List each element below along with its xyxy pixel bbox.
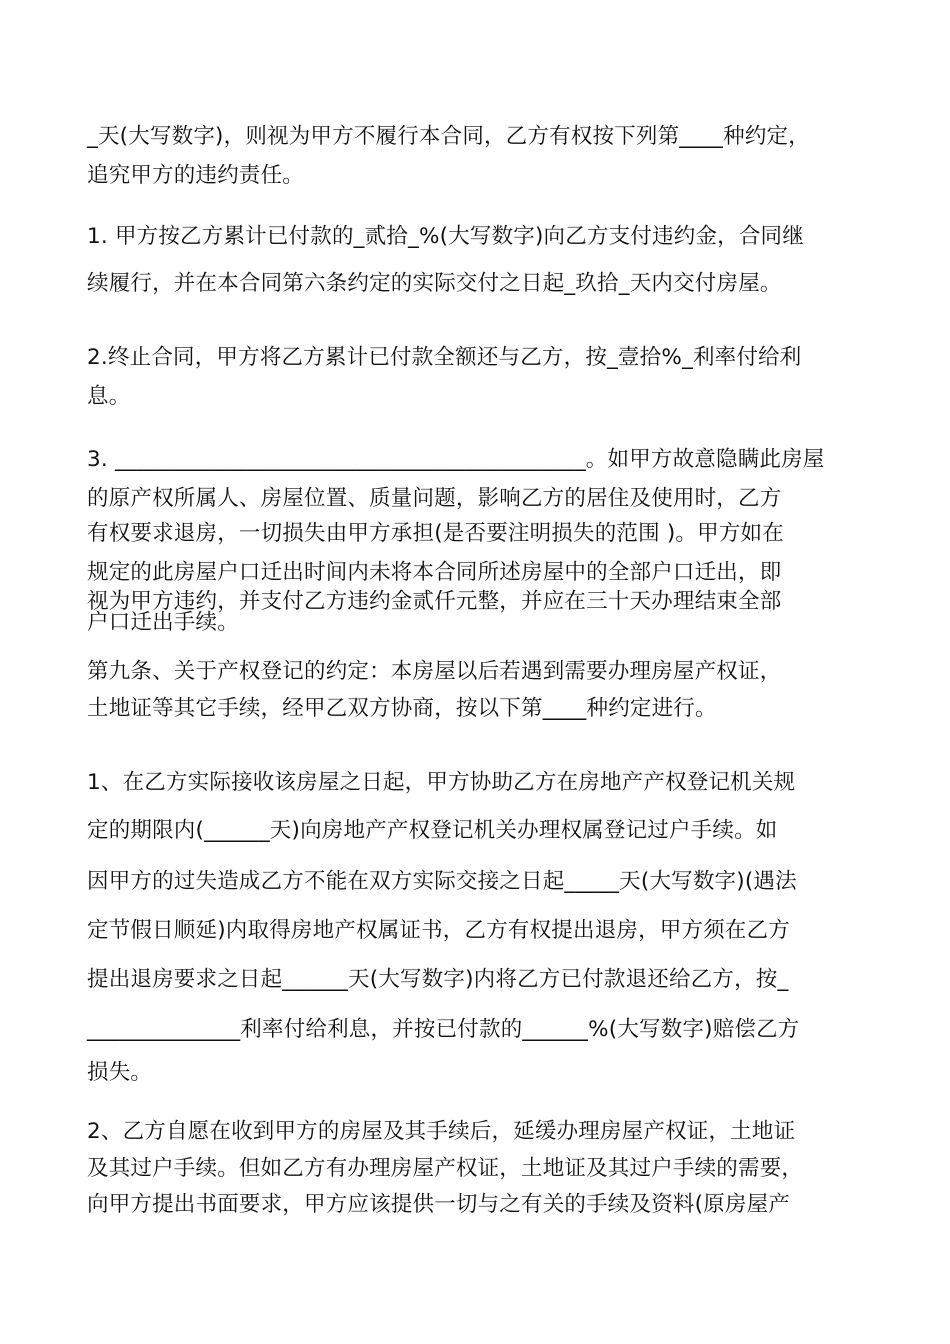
item-1-line-3: 因甲方的过失造成乙方不能在双方实际交接之日起_____天(大写数字)(遇法 (87, 869, 797, 894)
item-1-line-4: 定节假日顺延)内取得房地产权属证书，乙方有权提出退房，甲方须在乙方 (87, 918, 790, 943)
option-3-line-4: 规定的此房屋户口迁出时间内未将本合同所述房屋中的全部户口迁出，即 (87, 560, 782, 585)
item-2-line-1: 2、乙方自愿在收到甲方的房屋及其手续后，延缓办理房屋产权证，土地证 (87, 1119, 796, 1144)
option-1-line-2: 续履行，并在本合同第六条约定的实际交付之日起_玖拾_天内交付房屋。 (87, 271, 782, 296)
option-3-line-1: 3. ___________________________________________。如甲方故意隐瞒此房屋 (87, 447, 825, 472)
option-3-line-2: 的原产权所属人、房屋位置、质量问题，影响乙方的居住及使用时，乙方 (87, 486, 782, 511)
item-1-line-2: 定的期限内(______天)向房地产产权登记机关办理权属登记过户手续。如 (87, 818, 778, 843)
item-1-line-5: 提出退房要求之日起______天(大写数字)内将乙方已付款退还给乙方，按_ (87, 967, 789, 992)
item-1-line-1: 1、在乙方实际接收该房屋之日起，甲方协助乙方在房地产产权登记机关规 (87, 770, 796, 795)
option-2-line-2: 息。 (87, 384, 131, 409)
item-2-line-2: 及其过户手续。但如乙方有办理房屋产权证，土地证及其过户手续的需要， (87, 1156, 804, 1181)
option-3-line-6: 户口迁出手续。 (87, 610, 239, 635)
item-2-line-3: 向甲方提出书面要求，甲方应该提供一切与之有关的手续及资料(原房屋产 (87, 1192, 790, 1217)
option-1-line-1: 1. 甲方按乙方累计已付款的_贰拾_%(大写数字)向乙方支付违约金，合同继 (87, 224, 804, 249)
option-3-line-3: 有权要求退房，一切损失由甲方承担(是否要注明损失的范围 )。甲方如在 (87, 521, 784, 546)
article-9-line-2: 土地证等其它手续，经甲乙双方协商，按以下第____种约定进行。 (87, 696, 717, 721)
item-1-line-6: ______________利率付给利息，并按已付款的______%(大写数字)赔偿乙方 (87, 1017, 800, 1042)
item-1-line-7: 损失。 (87, 1060, 153, 1085)
intro-line-2: 追究甲方的违约责任。 (87, 163, 305, 188)
intro-line-1: _天(大写数字)，则视为甲方不履行本合同，乙方有权按下列第____种约定， (87, 124, 810, 149)
option-2-line-1: 2.终止合同，甲方将乙方累计已付款全额还与乙方，按_壹拾%_利率付给利 (87, 345, 802, 370)
option-3-line-5: 视为甲方违约，并支付乙方违约金贰仟元整，并应在三十天办理结束全部 (87, 589, 782, 614)
article-9-line-1: 第九条、关于产权登记的约定：本房屋以后若遇到需要办理房屋产权证， (87, 659, 782, 684)
